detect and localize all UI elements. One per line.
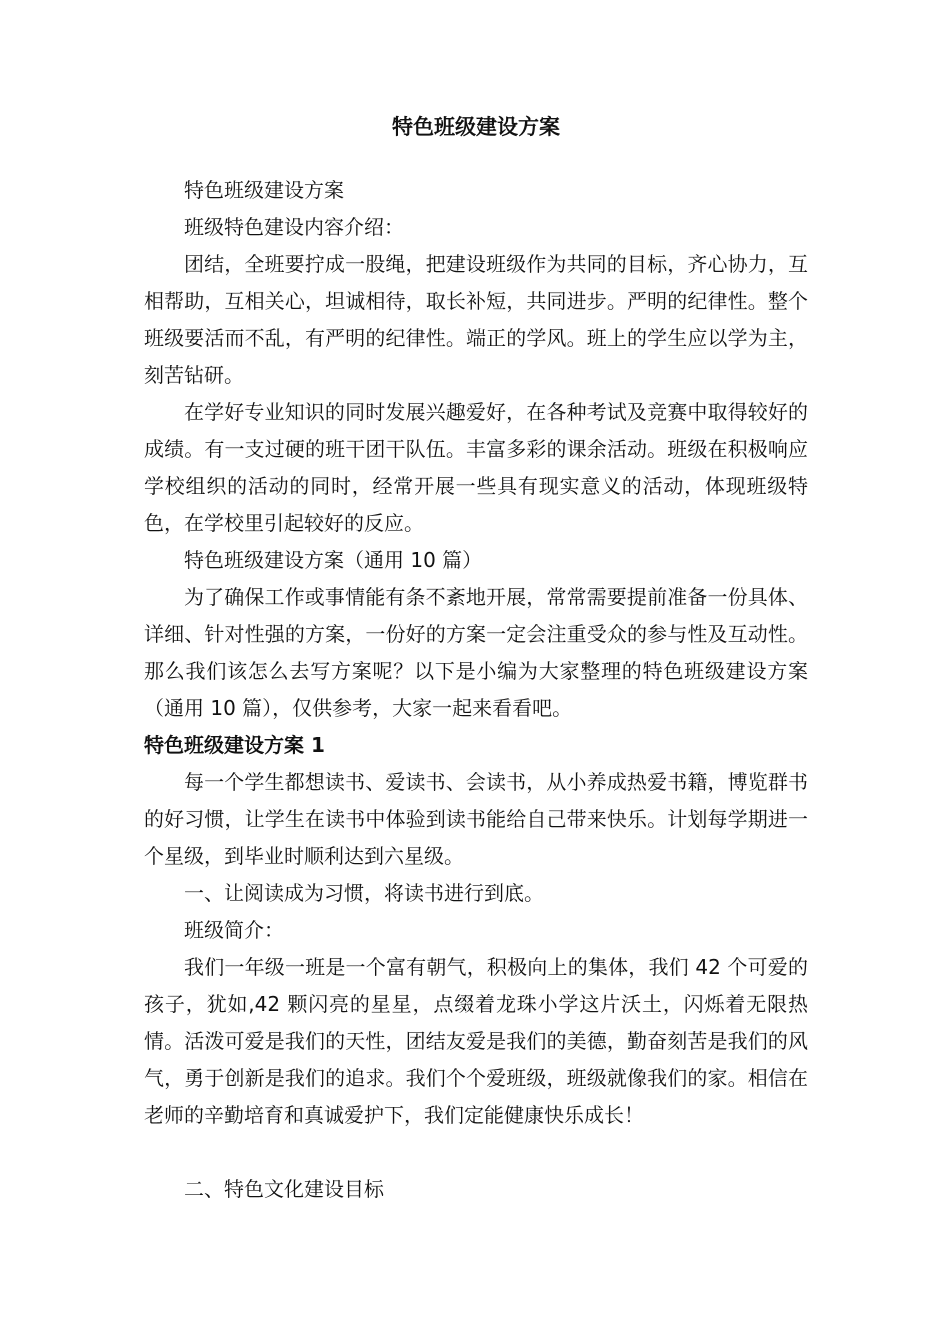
section-heading: 特色班级建设方案 1 xyxy=(144,733,325,757)
paragraph-study: 在学好专业知识的同时发展兴趣爱好，在各种考试及竞赛中取得较好的成绩。有一支过硬的班干团干队伍。丰富多彩的课余活动。班级在积极响应学校组织的活动的同时，经常开展一些具有现实意义的活动，体现班级特色，在学校里引起较好的反应。 xyxy=(144,400,808,535)
paragraph-class-intro: 我们一年级一班是一个富有朝气，积极向上的集体，我们 42 个可爱的孩子，犹如,42 颗闪亮的星星，点缀着龙珠小学这片沃土，闪烁着无限热情。活泼可爱是我们的天性，团结友爱是我们的美德，勤奋刻苦是我们的风气，勇于创新是我们的追求。我们个个爱班级，班级就像我们的家。相信在老师的辛勤培育和真诚爱护下，我们定能健康快乐成长！ xyxy=(144,955,808,1127)
paragraph-intro-label: 班级特色建设内容介绍： xyxy=(184,215,404,239)
paragraph-reading: 每一个学生都想读书、爱读书、会读书，从小养成热爱书籍，博览群书的好习惯，让学生在读书中体验到读书能给自己带来快乐。计划每学期进一个星级，到毕业时顺利达到六星级。 xyxy=(144,770,808,868)
paragraph-class-intro-label: 班级简介： xyxy=(184,918,284,942)
paragraph-unity: 团结，全班要拧成一股绳，把建设班级作为共同的目标，齐心协力，互相帮助，互相关心，坦诚相待，取长补短，共同进步。严明的纪律性。整个班级要活而不乱，有严明的纪律性。端正的学风。班上的学生应以学为主，刻苦钻研。 xyxy=(144,252,808,387)
paragraph-item-one: 一、让阅读成为习惯，将读书进行到底。 xyxy=(184,881,544,905)
paragraph-item-two: 二、特色文化建设目标 xyxy=(184,1177,384,1201)
document-title: 特色班级建设方案 xyxy=(392,115,560,139)
paragraph-subtitle: 特色班级建设方案 xyxy=(184,178,344,202)
paragraph-preface: 为了确保工作或事情能有条不紊地开展，常常需要提前准备一份具体、详细、针对性强的方案，一份好的方案一定会注重受众的参与性及互动性。那么我们该怎么去写方案呢？以下是小编为大家整理的特色班级建设方案（通用 10 篇），仅供参考，大家一起来看看吧。 xyxy=(144,585,808,720)
paragraph-collection-title: 特色班级建设方案（通用 10 篇） xyxy=(184,548,483,572)
